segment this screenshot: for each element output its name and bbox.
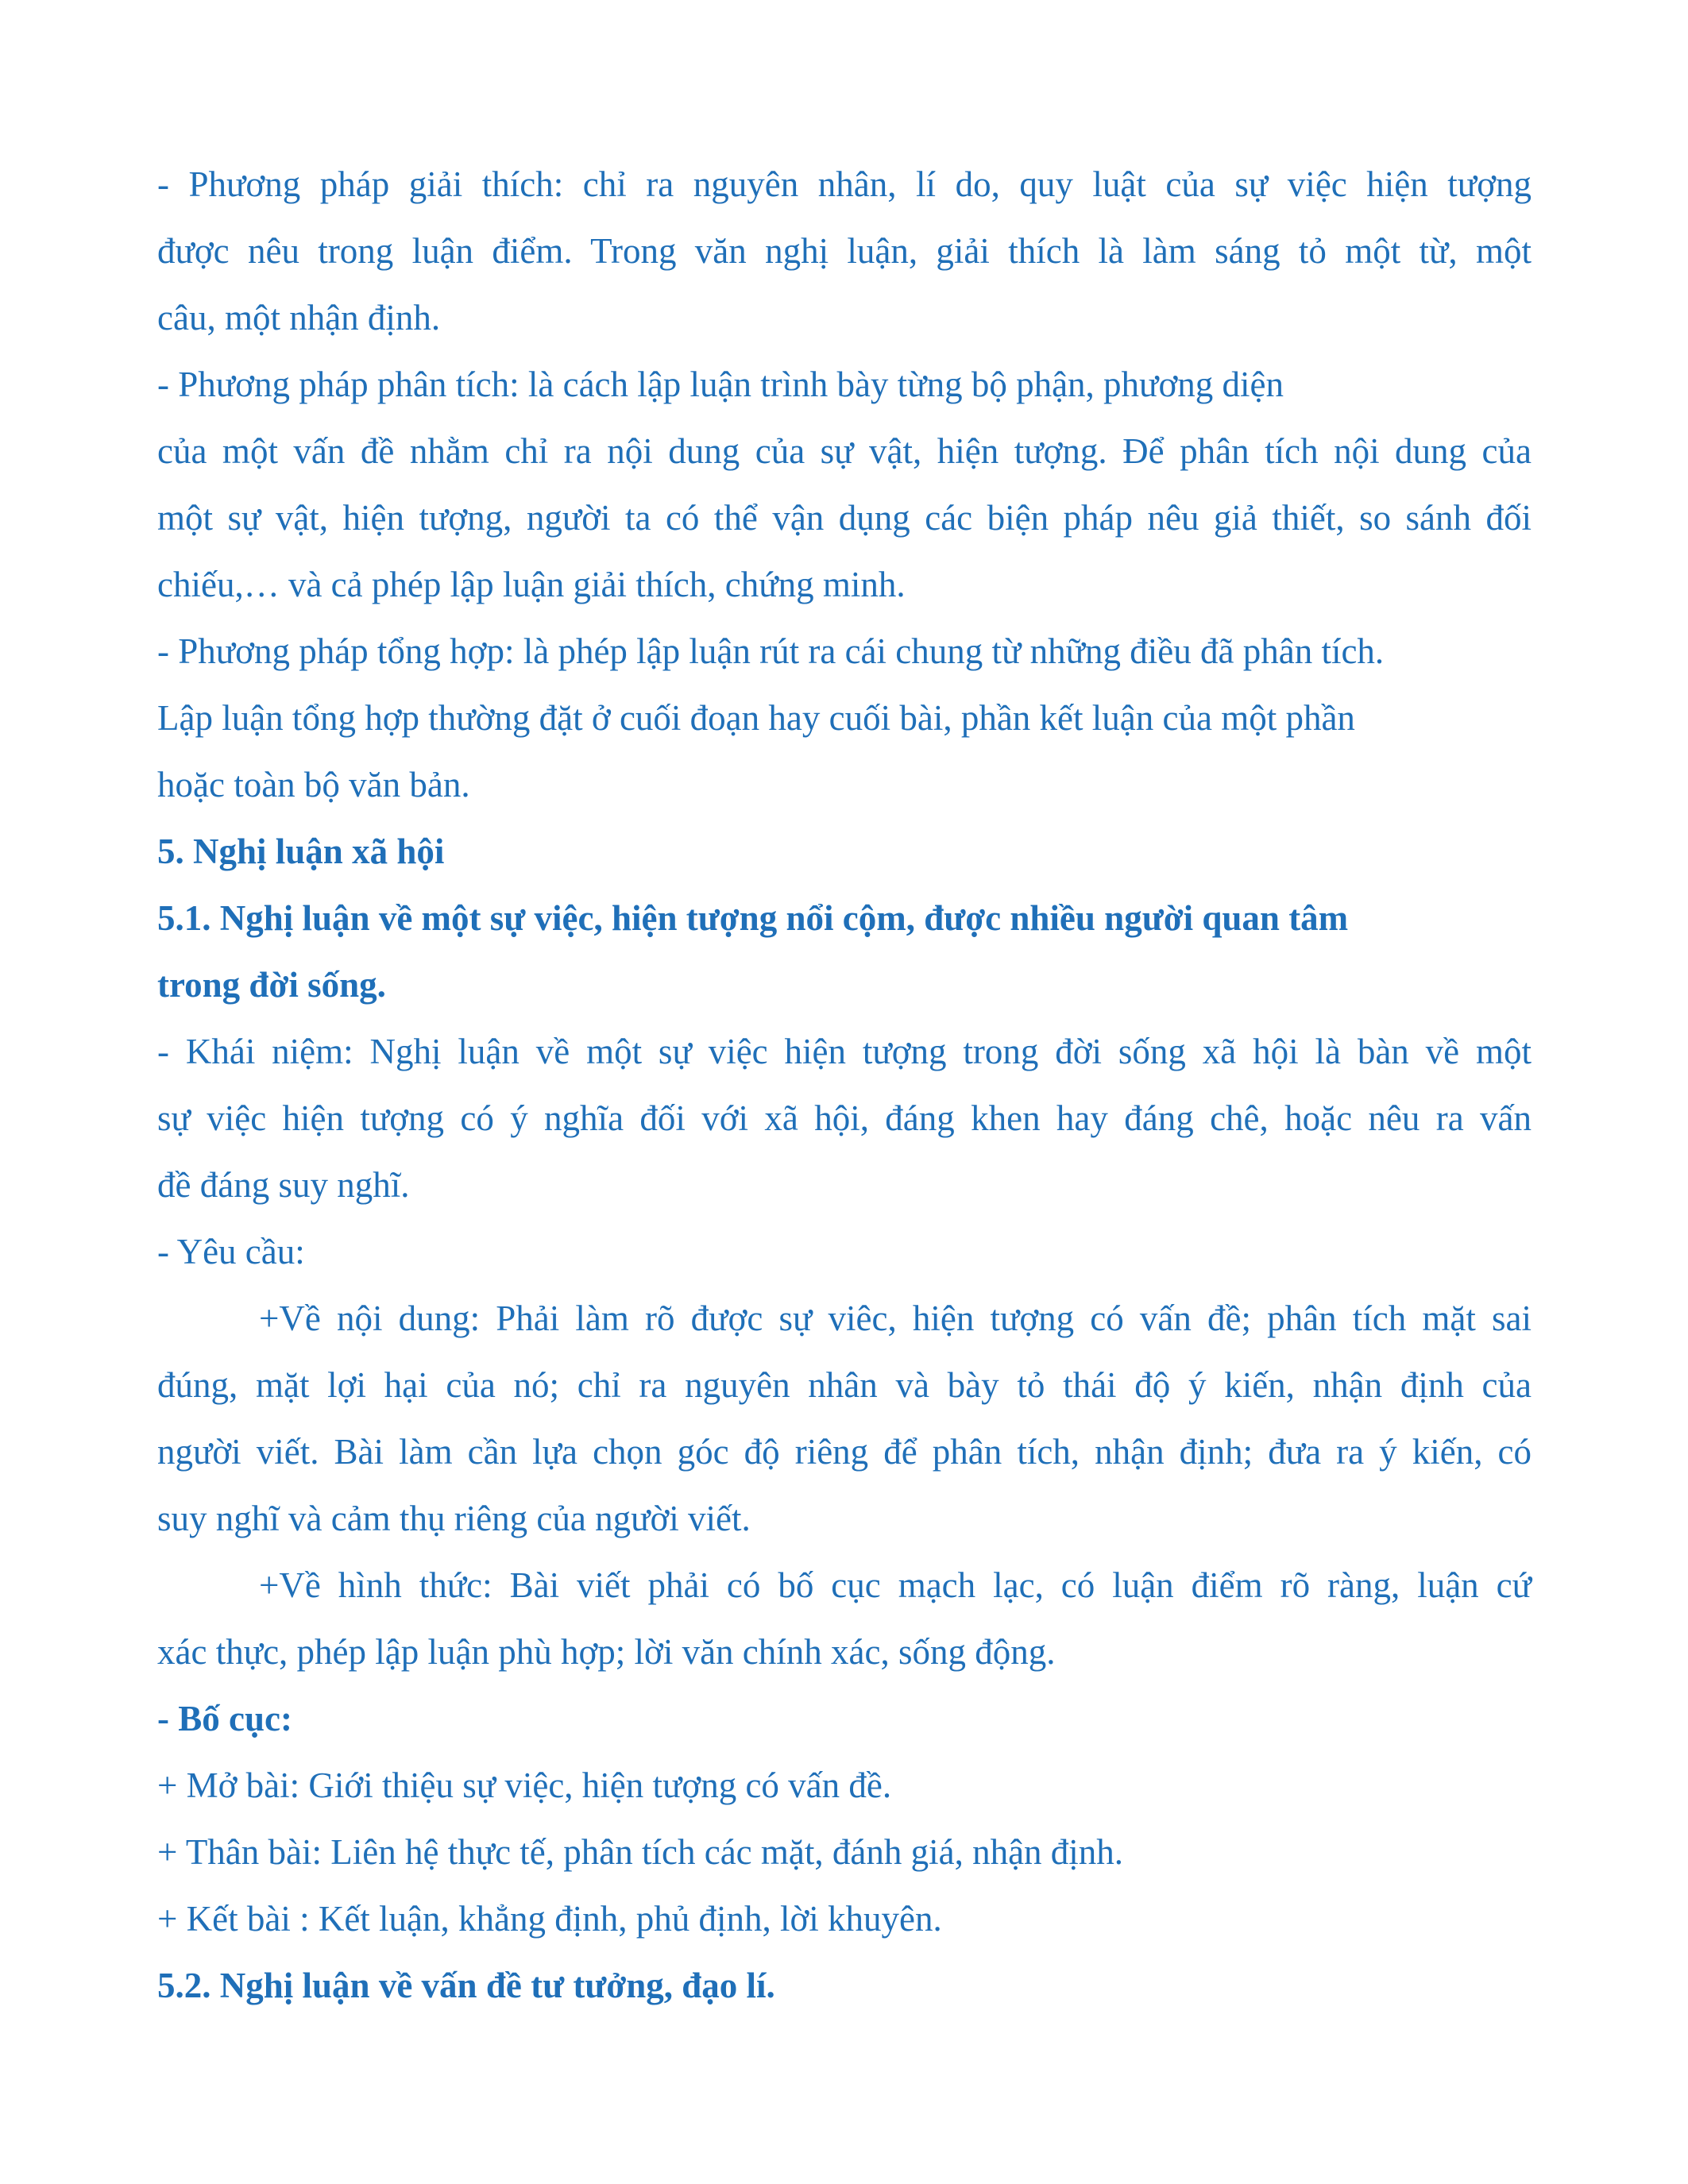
text-line: sự việc hiện tượng có ý nghĩa đối với xã hội, đáng khen hay đáng chê, hoặc nêu ra vấn [157,1098,1532,1138]
text-line: - Phương pháp phân tích: là cách lập luận trình bày từng bộ phận, phương diện [157,365,1284,404]
text-line: - Khái niệm: Nghị luận về một sự việc hiện tượng trong đời sống xã hội là bàn về một [157,1032,1532,1071]
text-line: +Về hình thức: Bài viết phải có bố cục mạch lạc, có luận điểm rõ ràng, luận cứ [259,1565,1532,1605]
text-line: - Phương pháp giải thích: chỉ ra nguyên nhân, lí do, quy luật của sự việc hiện tượng [157,164,1532,204]
subsection-heading-continued: trong đời sống. [157,965,386,1005]
section-heading: 5. Nghị luận xã hội [157,832,445,871]
list-item: + Thân bài: Liên hệ thực tế, phân tích các mặt, đánh giá, nhận định. [157,1832,1124,1872]
text-line: +Về nội dung: Phải làm rõ được sự viêc, hiện tượng có vấn đề; phân tích mặt sai [259,1298,1532,1338]
text-line: câu, một nhận định. [157,298,441,338]
text-line: chiếu,… và cả phép lập luận giải thích, chứng minh. [157,565,906,604]
list-item: + Mở bài: Giới thiệu sự việc, hiện tượng có vấn đề. [157,1765,892,1805]
text-line: - Phương pháp tổng hợp: là phép lập luận rút ra cái chung từ những điều đã phân tích. [157,631,1385,671]
document-page [157,151,1532,2019]
text-line: người viết. Bài làm cần lựa chọn góc độ riêng để phân tích, nhận định; đưa ra ý kiến, có [157,1432,1532,1472]
text-line: xác thực, phép lập luận phù hợp; lời văn chính xác, sống động. [157,1632,1056,1672]
text-line: Lập luận tổng hợp thường đặt ở cuối đoạn hay cuối bài, phần kết luận của một phần [157,698,1355,738]
text-line: được nêu trong luận điểm. Trong văn nghị luận, giải thích là làm sáng tỏ một từ, một [157,231,1532,271]
text-line: một sự vật, hiện tượng, người ta có thể vận dụng các biện pháp nêu giả thiết, so sánh đối [157,498,1532,538]
bold-subheading: - Bố cục: [157,1699,292,1738]
list-item: + Kết bài : Kết luận, khẳng định, phủ định, lời khuyên. [157,1899,942,1939]
subsection-heading: 5.2. Nghị luận về vấn đề tư tưởng, đạo lí. [157,1966,775,2005]
text-line: hoặc toàn bộ văn bản. [157,765,470,805]
subsection-heading: 5.1. Nghị luận về một sự việc, hiện tượng nổi cộm, được nhiều người quan tâm [157,898,1349,938]
text-line: đề đáng suy nghĩ. [157,1165,410,1205]
text-line: đúng, mặt lợi hại của nó; chỉ ra nguyên nhân và bày tỏ thái độ ý kiến, nhận định của [157,1365,1532,1405]
text-line: suy nghĩ và cảm thụ riêng của người viết. [157,1499,751,1538]
text-line: - Yêu cầu: [157,1232,305,1271]
text-line: của một vấn đề nhằm chỉ ra nội dung của sự vật, hiện tượng. Để phân tích nội dung của [157,431,1532,471]
